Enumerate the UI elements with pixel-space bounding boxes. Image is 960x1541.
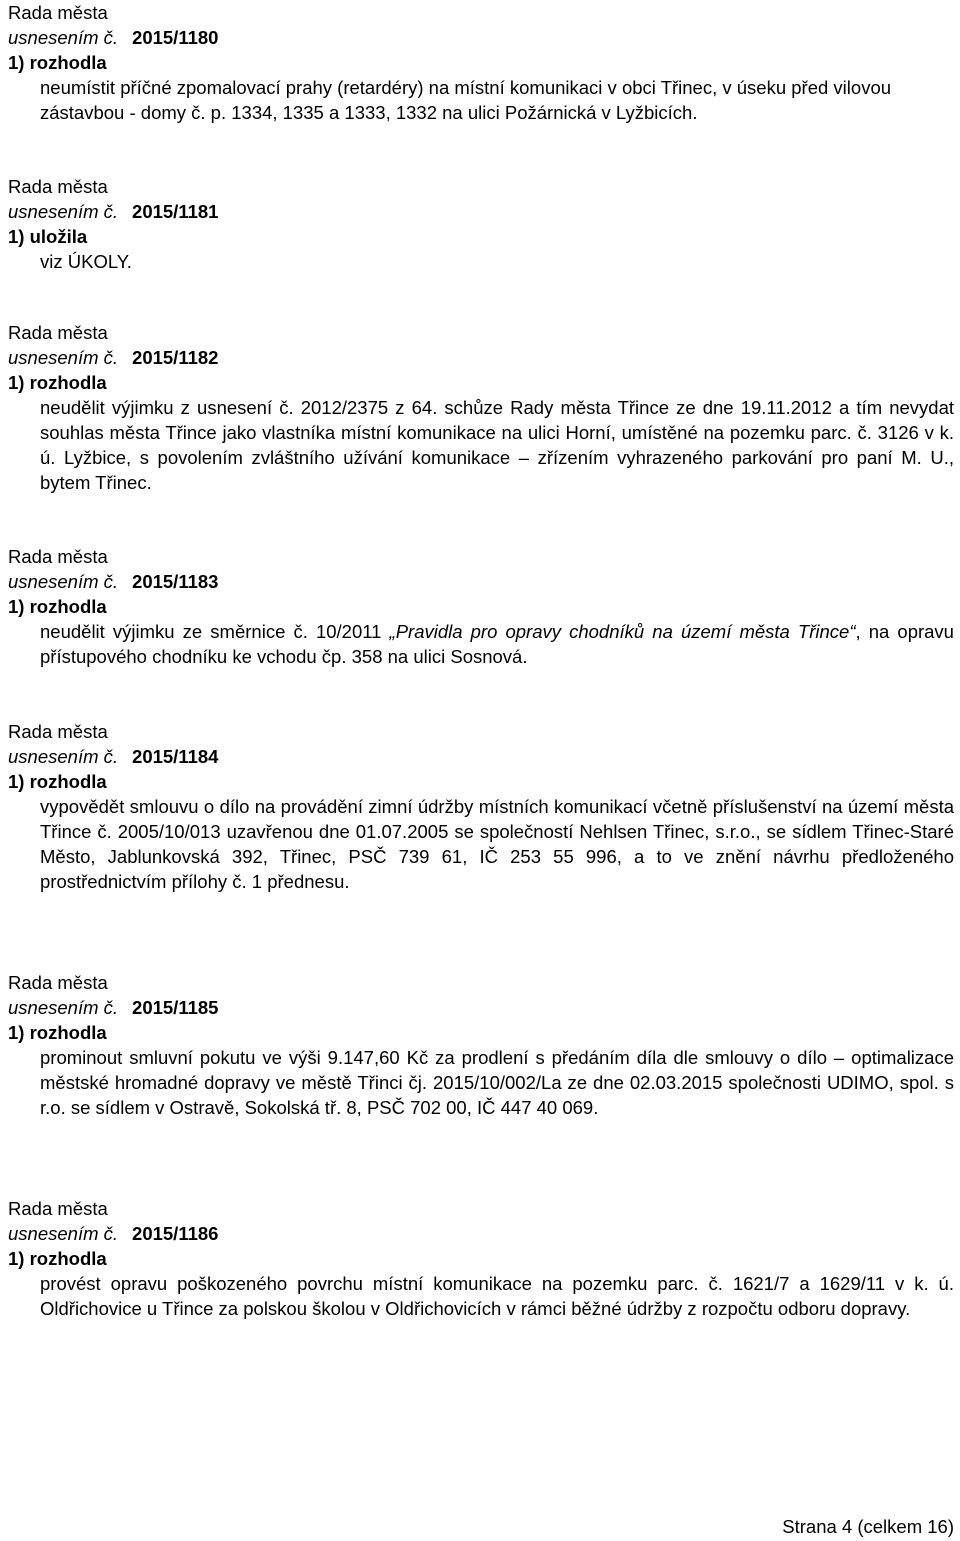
resolution-number: 2015/1183 [132, 571, 219, 592]
resolution-text: neudělit výjimku z usnesení č. 2012/2375 z 64. schůze Rady města Třince ze dne 19.11.2012 a tím nevydat souhlas města Třince jako vlastníka místní komunikace na ulici Horní, umístěné na pozemku parc. č. 3126 v k. ú. Lyžbice, s povolením zvláštního užívání komunikace – zřízením vyhrazeného parkování pro paní M. U., bytem Třinec. [40, 397, 954, 493]
council-label: Rada města [8, 322, 108, 343]
resolution-text: vypovědět smlouvu o dílo na provádění zimní údržby místních komunikací včetně příslušenství na území města Třince č. 2005/10/013 uzavřenou dne 01.07.2005 se společností Nehlsen Třinec, s.r.o., se sídlem Třinec-Staré Město, Jablunkovská 392, Třinec, PSČ 739 61, IČ 253 55 996, a to ve znění návrhu předloženého prostřednictvím přílohy č. 1 přednesu. [40, 796, 954, 892]
resolution-action: 1) rozhodla [8, 372, 107, 393]
page-number: Strana 4 (celkem 16) [782, 1516, 954, 1537]
resolution-2015-1185 [8, 970, 954, 1120]
resolution-number-line [8, 25, 954, 50]
resolution-text [8, 619, 954, 669]
resolution-action: 1) rozhodla [8, 52, 107, 73]
resolution-label: usnesením č. [8, 997, 119, 1018]
resolution-number: 2015/1180 [132, 27, 219, 48]
council-label: Rada města [8, 1198, 108, 1219]
resolution-number-line [8, 1221, 954, 1246]
resolution-action: 1) uložila [8, 226, 88, 247]
council-label: Rada města [8, 546, 108, 567]
resolution-number: 2015/1185 [132, 997, 219, 1018]
resolution-text: provést opravu poškozeného povrchu místní komunikace na pozemku parc. č. 1621/7 a 1629/11 v k. ú. Oldřichovice u Třince za polskou školou v Oldřichovicích v rámci běžné údržby z rozpočtu odboru dopravy. [40, 1273, 954, 1319]
resolution-label: usnesením č. [8, 571, 119, 592]
council-label: Rada města [8, 176, 108, 197]
resolution-label: usnesením č. [8, 746, 119, 767]
resolution-text-start: neudělit výjimku ze směrnice č. 10/2011 [40, 621, 390, 642]
resolution-text: prominout smluvní pokutu ve výši 9.147,60 Kč za prodlení s předáním díla dle smlouvy o dílo – optimalizace městské hromadné dopravy ve městě Třinci čj. 2015/10/002/La ze dne 02.03.2015 společnosti UDIMO, spol. s r.o. se sídlem v Ostravě, Sokolská tř. 8, PSČ 702 00, IČ 447 40 069. [40, 1047, 954, 1118]
resolution-number-line [8, 199, 954, 224]
resolution-action: 1) rozhodla [8, 771, 107, 792]
resolution-number-line [8, 345, 954, 370]
resolution-number: 2015/1186 [132, 1223, 219, 1244]
resolution-text: neumístit příčné zpomalovací prahy (retardéry) na místní komunikaci v obci Třinec, v úseku před vilovou zástavbou - domy č. p. 1334, 1335 a 1333, 1332 na ulici Požárnická v Lyžbicích. [40, 77, 892, 123]
resolution-2015-1181 [8, 174, 954, 274]
resolution-2015-1184 [8, 719, 954, 894]
resolution-number: 2015/1184 [132, 746, 219, 767]
resolution-number-line [8, 744, 954, 769]
resolution-label: usnesením č. [8, 201, 119, 222]
resolution-number: 2015/1182 [132, 347, 219, 368]
council-label: Rada města [8, 721, 108, 742]
resolution-2015-1182 [8, 320, 954, 495]
resolution-action: 1) rozhodla [8, 1248, 107, 1269]
resolution-2015-1186 [8, 1196, 954, 1321]
resolution-2015-1183 [8, 544, 954, 669]
resolution-number: 2015/1181 [132, 201, 219, 222]
council-label: Rada města [8, 2, 108, 23]
council-label: Rada města [8, 972, 108, 993]
resolution-number-line [8, 569, 954, 594]
resolution-label: usnesením č. [8, 1223, 119, 1244]
resolution-text: viz ÚKOLY. [40, 251, 132, 272]
resolution-2015-1180 [8, 0, 954, 125]
resolution-action: 1) rozhodla [8, 1022, 107, 1043]
resolution-label: usnesením č. [8, 347, 119, 368]
directive-title: „Pravidla pro opravy chodníků na území města Třince“ [389, 621, 856, 642]
resolution-text-end: , na opravu přístupového chodníku ke vchodu čp. 358 na ulici Sosnová. [40, 621, 954, 667]
resolution-action: 1) rozhodla [8, 596, 107, 617]
resolution-label: usnesením č. [8, 27, 119, 48]
resolution-number-line [8, 995, 954, 1020]
